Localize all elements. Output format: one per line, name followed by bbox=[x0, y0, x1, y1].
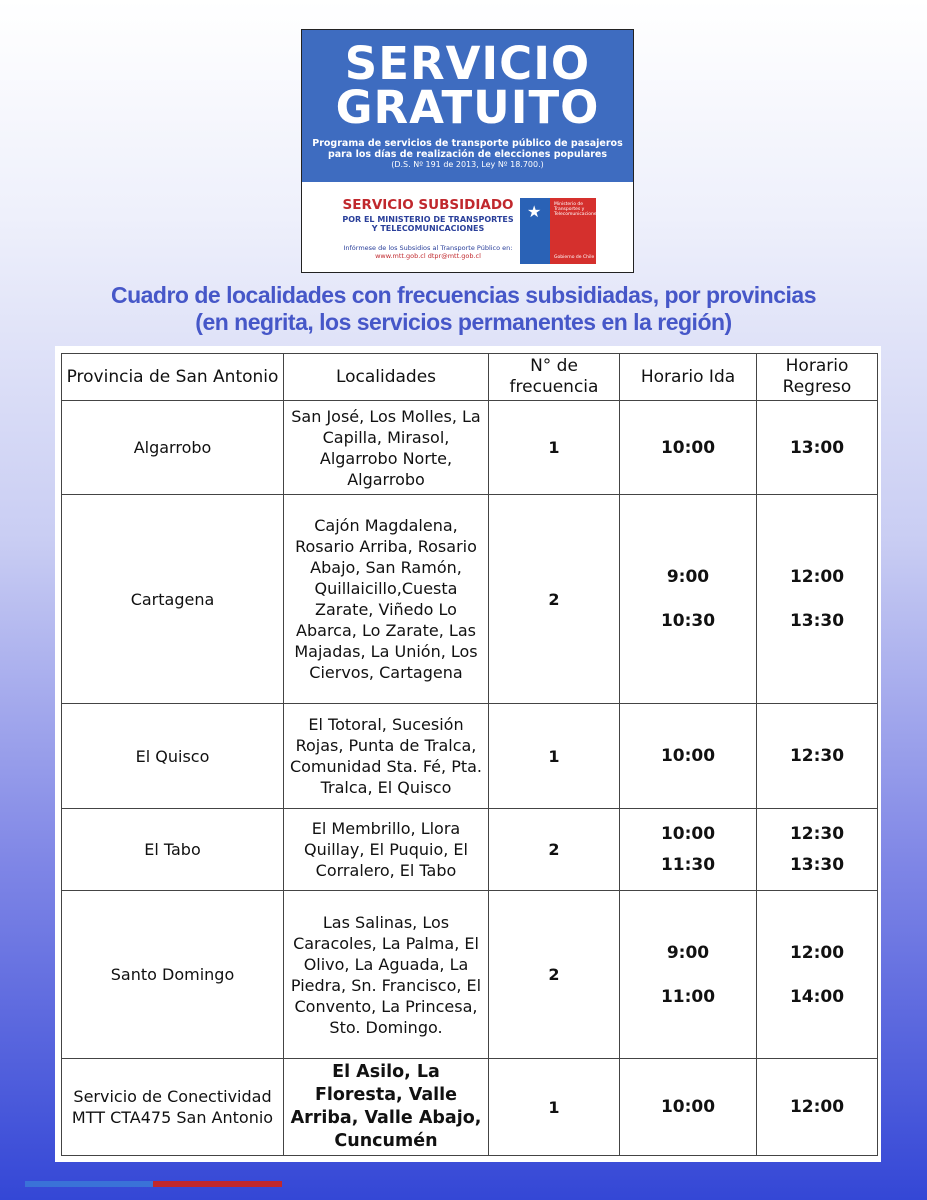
table-row bbox=[62, 495, 878, 704]
schedule-table bbox=[61, 353, 878, 1156]
cell-provincia: Cartagena bbox=[62, 495, 284, 704]
table-row bbox=[62, 891, 878, 1059]
logo-footer-text: Gobierno de Chile bbox=[554, 255, 595, 260]
time-value: 9:00 bbox=[666, 567, 710, 587]
time-value: 12:00 bbox=[789, 942, 845, 963]
cell-horario-ida bbox=[620, 1059, 757, 1156]
banner-subsidy-section bbox=[302, 182, 633, 272]
time-value: 13:00 bbox=[789, 437, 845, 458]
cell-provincia: Servicio de Conectividad MTT CTA475 San Antonio bbox=[62, 1059, 284, 1156]
time-value: 10:00 bbox=[660, 746, 716, 766]
heading-line1: Cuadro de localidades con frecuencias subsidiadas, por provincias bbox=[110, 282, 816, 308]
banner-legal: (D.S. Nº 191 de 2013, Ley Nº 18.700.) bbox=[391, 160, 544, 169]
cell-localidades: San José, Los Molles, La Capilla, Mirasol, Algarrobo Norte, Algarrobo bbox=[284, 401, 489, 495]
cell-frecuencia: 1 bbox=[489, 704, 620, 809]
header-localidades: Localidades bbox=[284, 354, 489, 401]
logo-ministry-text: Ministerio de Transportes y Telecomunicaciones bbox=[554, 202, 600, 217]
cell-horario-regreso bbox=[757, 401, 878, 495]
cell-frecuencia: 2 bbox=[489, 809, 620, 891]
cell-frecuencia: 2 bbox=[489, 891, 620, 1059]
cell-provincia: El Tabo bbox=[62, 809, 284, 891]
time-value: 10:30 bbox=[660, 611, 716, 631]
time-value: 12:00 bbox=[789, 1097, 845, 1117]
cell-frecuencia: 2 bbox=[489, 495, 620, 704]
table-row bbox=[62, 401, 878, 495]
footer-bar-red bbox=[153, 1181, 282, 1187]
header-frecuencia: N° de frecuencia bbox=[489, 354, 620, 401]
coat-of-arms-icon: ★ bbox=[527, 202, 542, 221]
cell-horario-ida bbox=[620, 809, 757, 891]
time-value: 10:00 bbox=[660, 1097, 716, 1117]
table-row bbox=[62, 1059, 878, 1156]
banner-description-line1: Programa de servicios de transporte público de pasajeros bbox=[312, 138, 623, 149]
banner-title-line1: SERVICIO bbox=[344, 37, 591, 90]
cell-horario-ida bbox=[620, 401, 757, 495]
time-value: 10:00 bbox=[660, 437, 716, 458]
banner-header bbox=[302, 30, 633, 182]
cell-horario-regreso bbox=[757, 809, 878, 891]
cell-horario-regreso bbox=[757, 704, 878, 809]
subsidy-links: www.mtt.gob.cl dtpr@mtt.gob.cl bbox=[375, 252, 481, 260]
time-value: 14:00 bbox=[789, 986, 845, 1007]
subsidy-info: Infórmese de los Subsidios al Transporte Público en: bbox=[343, 244, 513, 252]
header-horario-ida: Horario Ida bbox=[620, 354, 757, 401]
table-header-row bbox=[62, 354, 878, 401]
page-heading bbox=[0, 282, 927, 336]
government-logo bbox=[520, 198, 600, 264]
cell-localidades: Cajón Magdalena, Rosario Arriba, Rosario Abajo, San Ramón, Quillaicillo,Cuesta Zarate, Viñedo Lo Abarca, Lo Zarate, Las Majadas, La Unión, Los Ciervos, Cartagena bbox=[284, 495, 489, 704]
time-value: 12:30 bbox=[789, 746, 845, 766]
time-value: 10:00 bbox=[660, 824, 716, 844]
cell-horario-ida bbox=[620, 704, 757, 809]
cell-frecuencia: 1 bbox=[489, 401, 620, 495]
cell-provincia: Santo Domingo bbox=[62, 891, 284, 1059]
cell-horario-regreso bbox=[757, 495, 878, 704]
header-provincia: Provincia de San Antonio bbox=[62, 354, 284, 401]
subsidy-title: SERVICIO SUBSIDIADO bbox=[342, 197, 514, 213]
cell-horario-regreso bbox=[757, 891, 878, 1059]
cell-horario-ida bbox=[620, 891, 757, 1059]
cell-horario-regreso bbox=[757, 1059, 878, 1156]
time-value: 12:00 bbox=[789, 567, 845, 587]
time-value: 13:30 bbox=[789, 855, 845, 875]
time-value: 11:30 bbox=[660, 855, 716, 875]
footer-bar-blue bbox=[25, 1181, 153, 1187]
cell-localidades: El Totoral, Sucesión Rojas, Punta de Tralca, Comunidad Sta. Fé, Pta. Tralca, El Quisco bbox=[284, 704, 489, 809]
time-value: 9:00 bbox=[666, 942, 710, 963]
subsidy-line1: POR EL MINISTERIO DE TRANSPORTES bbox=[342, 215, 514, 224]
header-horario-regreso: Horario Regreso bbox=[757, 354, 878, 401]
time-value: 13:30 bbox=[789, 611, 845, 631]
heading-line2: (en negrita, los servicios permanentes en la región) bbox=[195, 309, 732, 335]
time-value: 12:30 bbox=[789, 824, 845, 844]
schedule-table-container bbox=[55, 346, 881, 1162]
cell-localidades: Las Salinas, Los Caracoles, La Palma, El Olivo, La Aguada, La Piedra, Sn. Francisco, El Convento, La Princesa, Sto. Domingo. bbox=[284, 891, 489, 1059]
cell-provincia: El Quisco bbox=[62, 704, 284, 809]
cell-localidades: El Asilo, La Floresta, Valle Arriba, Valle Abajo, Cuncumén bbox=[284, 1059, 489, 1156]
subsidy-line2: Y TELECOMUNICACIONES bbox=[371, 224, 485, 233]
cell-localidades: El Membrillo, Llora Quillay, El Puquio, El Corralero, El Tabo bbox=[284, 809, 489, 891]
banner-description-line2: para los días de realización de elecciones populares bbox=[327, 149, 608, 160]
cell-horario-ida bbox=[620, 495, 757, 704]
table-row bbox=[62, 809, 878, 891]
time-value: 11:00 bbox=[660, 986, 716, 1007]
cell-provincia: Algarrobo bbox=[62, 401, 284, 495]
table-row bbox=[62, 704, 878, 809]
cell-frecuencia: 1 bbox=[489, 1059, 620, 1156]
service-banner bbox=[301, 29, 634, 273]
banner-title-line2: GRATUITO bbox=[335, 81, 600, 134]
